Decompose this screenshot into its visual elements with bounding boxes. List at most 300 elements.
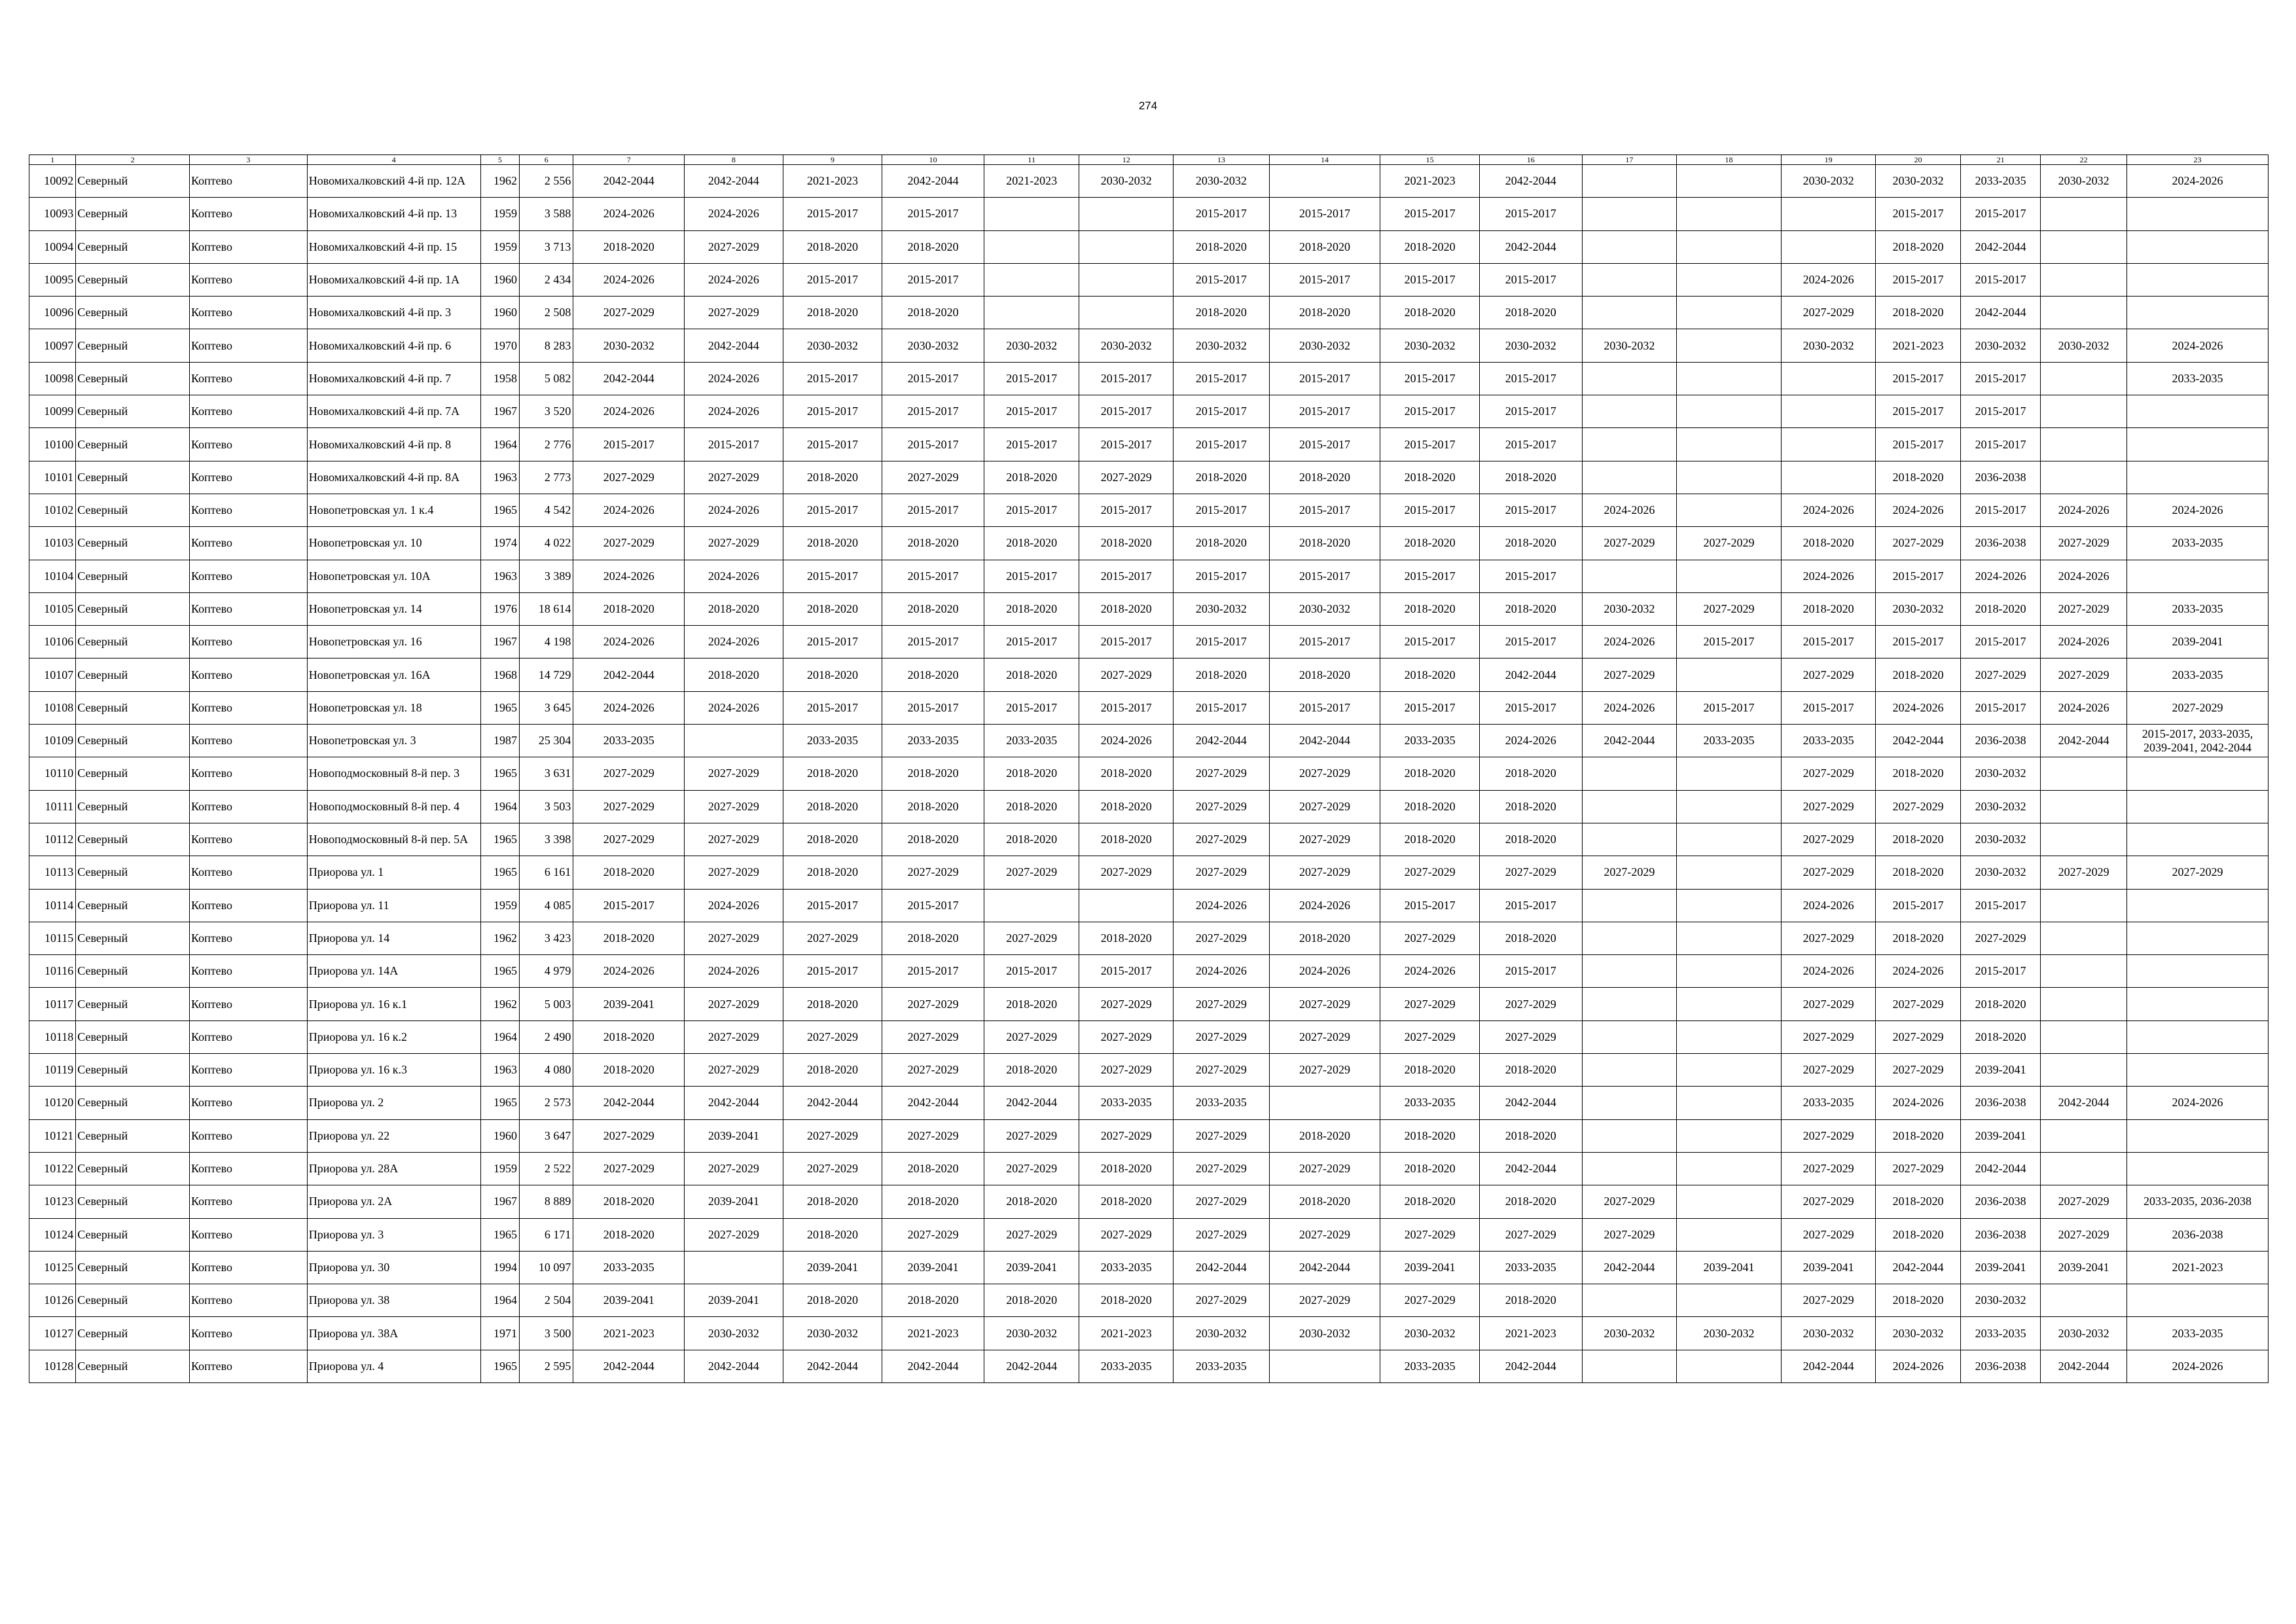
table-cell-col-15: 2018-2020	[1380, 230, 1480, 263]
table-cell-col-21: 2030-2032	[1960, 856, 2041, 889]
table-cell-col-11: 2042-2044	[984, 1350, 1079, 1382]
table-cell-col-17	[1582, 1054, 1677, 1087]
table-cell-col-23: 2021-2023	[2126, 1251, 2268, 1284]
table-cell-col-15: 2018-2020	[1380, 659, 1480, 691]
table-cell-col-14: 2027-2029	[1269, 1020, 1380, 1053]
table-cell-col-4: Новопетровская ул. 1 к.4	[307, 494, 480, 526]
table-cell-col-23	[2126, 757, 2268, 790]
table-cell-col-5: 1963	[480, 1054, 519, 1087]
table-cell-col-20: 2015-2017	[1876, 889, 1961, 922]
table-cell-col-10: 2027-2029	[882, 1218, 984, 1251]
table-cell-col-10: 2018-2020	[882, 1152, 984, 1185]
table-cell-col-10: 2015-2017	[882, 691, 984, 724]
column-number-6: 6	[520, 155, 573, 165]
table-cell-col-8: 2027-2029	[685, 823, 783, 856]
table-cell-col-13: 2024-2026	[1174, 955, 1270, 988]
table-cell-col-1: 10092	[29, 165, 76, 198]
table-cell-col-10: 2027-2029	[882, 1054, 984, 1087]
table-cell-col-10: 2042-2044	[882, 165, 984, 198]
table-row	[29, 428, 2269, 461]
table-cell-col-9: 2018-2020	[783, 659, 882, 691]
table-cell-col-21: 2024-2026	[1960, 560, 2041, 592]
table-cell-col-14: 2015-2017	[1269, 691, 1380, 724]
table-cell-col-6: 6 171	[520, 1218, 573, 1251]
table-cell-col-10: 2015-2017	[882, 889, 984, 922]
table-cell-col-19	[1781, 428, 1876, 461]
table-cell-col-18	[1677, 889, 1782, 922]
table-cell-col-5: 1960	[480, 1119, 519, 1152]
table-cell-col-11: 2030-2032	[984, 329, 1079, 362]
table-cell-col-12: 2018-2020	[1079, 922, 1174, 954]
table-cell-col-17: 2024-2026	[1582, 626, 1677, 659]
table-cell-col-22	[2041, 395, 2127, 428]
table-cell-col-16: 2018-2020	[1479, 757, 1582, 790]
table-cell-col-7: 2024-2026	[573, 395, 685, 428]
table-cell-col-5: 1971	[480, 1317, 519, 1350]
table-cell-col-1: 10109	[29, 725, 76, 757]
table-cell-col-9: 2018-2020	[783, 988, 882, 1020]
table-cell-col-20: 2030-2032	[1876, 592, 1961, 625]
table-cell-col-21: 2036-2038	[1960, 461, 2041, 494]
table-cell-col-11: 2027-2029	[984, 856, 1079, 889]
table-cell-col-18	[1677, 922, 1782, 954]
table-cell-col-23	[2126, 297, 2268, 329]
table-cell-col-20: 2018-2020	[1876, 823, 1961, 856]
table-cell-col-9: 2018-2020	[783, 297, 882, 329]
table-cell-col-19	[1781, 230, 1876, 263]
table-cell-col-11: 2015-2017	[984, 626, 1079, 659]
table-cell-col-21: 2015-2017	[1960, 428, 2041, 461]
table-cell-col-9: 2015-2017	[783, 626, 882, 659]
table-cell-col-15: 2030-2032	[1380, 329, 1480, 362]
table-row	[29, 1251, 2269, 1284]
table-cell-col-20: 2018-2020	[1876, 461, 1961, 494]
table-cell-col-17	[1582, 1284, 1677, 1317]
table-cell-col-13: 2015-2017	[1174, 428, 1270, 461]
table-cell-col-22	[2041, 230, 2127, 263]
table-cell-col-2: Северный	[76, 955, 190, 988]
table-cell-col-3: Коптево	[189, 592, 307, 625]
table-cell-col-9: 2018-2020	[783, 230, 882, 263]
table-cell-col-12	[1079, 198, 1174, 230]
table-cell-col-2: Северный	[76, 1251, 190, 1284]
table-cell-col-17: 2024-2026	[1582, 691, 1677, 724]
table-cell-col-11: 2027-2029	[984, 1218, 1079, 1251]
table-cell-col-23	[2126, 1054, 2268, 1087]
table-cell-col-19: 2030-2032	[1781, 165, 1876, 198]
table-cell-col-5: 1963	[480, 461, 519, 494]
table-cell-col-19: 2027-2029	[1781, 823, 1876, 856]
table-cell-col-20: 2018-2020	[1876, 757, 1961, 790]
table-cell-col-7: 2024-2026	[573, 263, 685, 296]
table-cell-col-18	[1677, 165, 1782, 198]
table-cell-col-5: 1976	[480, 592, 519, 625]
table-cell-col-9: 2015-2017	[783, 362, 882, 395]
table-cell-col-12: 2018-2020	[1079, 1152, 1174, 1185]
table-cell-col-1: 10113	[29, 856, 76, 889]
table-cell-col-7: 2015-2017	[573, 428, 685, 461]
table-cell-col-1: 10097	[29, 329, 76, 362]
table-cell-col-2: Северный	[76, 560, 190, 592]
table-cell-col-9: 2042-2044	[783, 1350, 882, 1382]
table-cell-col-6: 2 508	[520, 297, 573, 329]
table-cell-col-7: 2027-2029	[573, 790, 685, 823]
table-cell-col-16: 2042-2044	[1479, 165, 1582, 198]
table-cell-col-21: 2042-2044	[1960, 297, 2041, 329]
table-cell-col-16: 2015-2017	[1479, 691, 1582, 724]
table-cell-col-11	[984, 263, 1079, 296]
table-cell-col-12: 2015-2017	[1079, 691, 1174, 724]
table-cell-col-17	[1582, 988, 1677, 1020]
table-cell-col-21: 2039-2041	[1960, 1251, 2041, 1284]
table-cell-col-6: 14 729	[520, 659, 573, 691]
table-cell-col-14: 2027-2029	[1269, 823, 1380, 856]
table-cell-col-9: 2018-2020	[783, 1284, 882, 1317]
table-row	[29, 988, 2269, 1020]
table-cell-col-11: 2018-2020	[984, 1054, 1079, 1087]
table-cell-col-4: Приорова ул. 30	[307, 1251, 480, 1284]
table-cell-col-17: 2024-2026	[1582, 494, 1677, 526]
table-cell-col-10: 2018-2020	[882, 297, 984, 329]
table-cell-col-15: 2033-2035	[1380, 1350, 1480, 1382]
table-cell-col-17	[1582, 198, 1677, 230]
table-cell-col-5: 1959	[480, 230, 519, 263]
column-number-3: 3	[189, 155, 307, 165]
table-cell-col-19: 2024-2026	[1781, 263, 1876, 296]
table-cell-col-7: 2030-2032	[573, 329, 685, 362]
table-cell-col-1: 10094	[29, 230, 76, 263]
table-cell-col-19: 2027-2029	[1781, 922, 1876, 954]
table-cell-col-7: 2021-2023	[573, 1317, 685, 1350]
table-cell-col-5: 1963	[480, 560, 519, 592]
table-cell-col-19: 2033-2035	[1781, 725, 1876, 757]
table-cell-col-22	[2041, 428, 2127, 461]
table-cell-col-2: Северный	[76, 823, 190, 856]
table-cell-col-20: 2030-2032	[1876, 1317, 1961, 1350]
table-cell-col-17: 2027-2029	[1582, 527, 1677, 560]
table-cell-col-4: Приорова ул. 16 к.1	[307, 988, 480, 1020]
table-cell-col-4: Новомихалковский 4-й пр. 8А	[307, 461, 480, 494]
table-row	[29, 1317, 2269, 1350]
table-cell-col-22	[2041, 1020, 2127, 1053]
table-cell-col-6: 2 504	[520, 1284, 573, 1317]
table-cell-col-11: 2033-2035	[984, 725, 1079, 757]
table-cell-col-18	[1677, 395, 1782, 428]
table-cell-col-20: 2024-2026	[1876, 1087, 1961, 1119]
table-cell-col-23: 2033-2035	[2126, 592, 2268, 625]
table-cell-col-9: 2018-2020	[783, 461, 882, 494]
table-cell-col-9: 2027-2029	[783, 1152, 882, 1185]
table-cell-col-11: 2018-2020	[984, 1284, 1079, 1317]
table-cell-col-8: 2027-2029	[685, 1152, 783, 1185]
table-cell-col-18	[1677, 1020, 1782, 1053]
table-row	[29, 198, 2269, 230]
table-cell-col-3: Коптево	[189, 757, 307, 790]
table-cell-col-19	[1781, 198, 1876, 230]
table-cell-col-12: 2030-2032	[1079, 165, 1174, 198]
table-cell-col-20: 2027-2029	[1876, 1152, 1961, 1185]
table-cell-col-13: 2027-2029	[1174, 790, 1270, 823]
table-cell-col-15: 2018-2020	[1380, 823, 1480, 856]
table-cell-col-17	[1582, 165, 1677, 198]
table-cell-col-2: Северный	[76, 230, 190, 263]
table-cell-col-22	[2041, 988, 2127, 1020]
table-cell-col-11: 2015-2017	[984, 395, 1079, 428]
table-cell-col-22: 2027-2029	[2041, 659, 2127, 691]
table-cell-col-13: 2027-2029	[1174, 1119, 1270, 1152]
table-cell-col-13: 2042-2044	[1174, 1251, 1270, 1284]
table-cell-col-14: 2018-2020	[1269, 922, 1380, 954]
table-cell-col-20: 2015-2017	[1876, 263, 1961, 296]
table-cell-col-15: 2015-2017	[1380, 691, 1480, 724]
table-cell-col-2: Северный	[76, 297, 190, 329]
table-cell-col-8: 2030-2032	[685, 1317, 783, 1350]
table-cell-col-13: 2027-2029	[1174, 922, 1270, 954]
table-row	[29, 889, 2269, 922]
table-cell-col-4: Новопетровская ул. 14	[307, 592, 480, 625]
table-cell-col-4: Новомихалковский 4-й пр. 7	[307, 362, 480, 395]
table-cell-col-13: 2027-2029	[1174, 1284, 1270, 1317]
table-cell-col-3: Коптево	[189, 1317, 307, 1350]
table-cell-col-20: 2015-2017	[1876, 198, 1961, 230]
table-cell-col-23: 2033-2035	[2126, 1317, 2268, 1350]
table-row	[29, 823, 2269, 856]
table-cell-col-7: 2033-2035	[573, 725, 685, 757]
table-cell-col-3: Коптево	[189, 955, 307, 988]
table-cell-col-3: Коптево	[189, 428, 307, 461]
table-cell-col-22: 2030-2032	[2041, 1317, 2127, 1350]
table-cell-col-2: Северный	[76, 263, 190, 296]
table-cell-col-18	[1677, 297, 1782, 329]
table-cell-col-18: 2015-2017	[1677, 691, 1782, 724]
table-cell-col-17	[1582, 263, 1677, 296]
table-cell-col-12: 2027-2029	[1079, 988, 1174, 1020]
table-cell-col-14: 2015-2017	[1269, 560, 1380, 592]
table-cell-col-12: 2027-2029	[1079, 1218, 1174, 1251]
table-cell-col-9: 2018-2020	[783, 592, 882, 625]
table-cell-col-23	[2126, 461, 2268, 494]
table-cell-col-23	[2126, 560, 2268, 592]
table-cell-col-5: 1964	[480, 1284, 519, 1317]
table-cell-col-15: 2018-2020	[1380, 1185, 1480, 1218]
table-cell-col-18	[1677, 362, 1782, 395]
column-number-2: 2	[76, 155, 190, 165]
table-cell-col-13: 2015-2017	[1174, 362, 1270, 395]
table-cell-col-1: 10107	[29, 659, 76, 691]
table-cell-col-5: 1965	[480, 856, 519, 889]
table-cell-col-16: 2027-2029	[1479, 1218, 1582, 1251]
table-cell-col-4: Новомихалковский 4-й пр. 13	[307, 198, 480, 230]
table-cell-col-20: 2024-2026	[1876, 494, 1961, 526]
table-cell-col-14: 2042-2044	[1269, 725, 1380, 757]
table-cell-col-3: Коптево	[189, 329, 307, 362]
table-cell-col-18	[1677, 428, 1782, 461]
table-cell-col-7: 2027-2029	[573, 527, 685, 560]
table-cell-col-11: 2030-2032	[984, 1317, 1079, 1350]
table-cell-col-19: 2027-2029	[1781, 1185, 1876, 1218]
table-cell-col-14: 2042-2044	[1269, 1251, 1380, 1284]
table-row	[29, 165, 2269, 198]
table-cell-col-17: 2030-2032	[1582, 1317, 1677, 1350]
table-cell-col-21: 2018-2020	[1960, 1020, 2041, 1053]
table-cell-col-18	[1677, 1152, 1782, 1185]
table-cell-col-3: Коптево	[189, 1020, 307, 1053]
table-cell-col-22: 2024-2026	[2041, 691, 2127, 724]
table-cell-col-6: 2 573	[520, 1087, 573, 1119]
table-cell-col-4: Приорова ул. 38А	[307, 1317, 480, 1350]
table-cell-col-1: 10104	[29, 560, 76, 592]
table-cell-col-15: 2027-2029	[1380, 922, 1480, 954]
table-cell-col-16: 2042-2044	[1479, 1087, 1582, 1119]
table-cell-col-13: 2015-2017	[1174, 560, 1270, 592]
table-cell-col-4: Приорова ул. 4	[307, 1350, 480, 1382]
table-cell-col-19: 2027-2029	[1781, 856, 1876, 889]
table-cell-col-18	[1677, 1054, 1782, 1087]
table-cell-col-18	[1677, 1119, 1782, 1152]
table-cell-col-5: 1967	[480, 626, 519, 659]
table-cell-col-2: Северный	[76, 1284, 190, 1317]
table-cell-col-2: Северный	[76, 1054, 190, 1087]
table-row	[29, 659, 2269, 691]
table-cell-col-16: 2042-2044	[1479, 230, 1582, 263]
table-cell-col-2: Северный	[76, 1152, 190, 1185]
table-cell-col-6: 8 283	[520, 329, 573, 362]
table-cell-col-19: 2024-2026	[1781, 494, 1876, 526]
table-cell-col-7: 2027-2029	[573, 823, 685, 856]
table-cell-col-13: 2018-2020	[1174, 659, 1270, 691]
table-cell-col-18	[1677, 494, 1782, 526]
table-cell-col-7: 2015-2017	[573, 889, 685, 922]
table-cell-col-8: 2024-2026	[685, 560, 783, 592]
table-cell-col-12: 2015-2017	[1079, 395, 1174, 428]
table-cell-col-4: Приорова ул. 2А	[307, 1185, 480, 1218]
table-cell-col-23: 2033-2035	[2126, 527, 2268, 560]
table-cell-col-21: 2027-2029	[1960, 922, 2041, 954]
table-cell-col-20: 2015-2017	[1876, 626, 1961, 659]
table-cell-col-4: Новомихалковский 4-й пр. 3	[307, 297, 480, 329]
table-cell-col-19: 2027-2029	[1781, 1119, 1876, 1152]
table-cell-col-4: Приорова ул. 14	[307, 922, 480, 954]
table-cell-col-4: Новопетровская ул. 16	[307, 626, 480, 659]
table-cell-col-19: 2015-2017	[1781, 691, 1876, 724]
table-cell-col-11	[984, 198, 1079, 230]
table-cell-col-16: 2018-2020	[1479, 461, 1582, 494]
table-cell-col-15: 2024-2026	[1380, 955, 1480, 988]
table-cell-col-2: Северный	[76, 790, 190, 823]
table-cell-col-18: 2033-2035	[1677, 725, 1782, 757]
table-cell-col-7: 2042-2044	[573, 659, 685, 691]
table-cell-col-7: 2039-2041	[573, 1284, 685, 1317]
table-cell-col-4: Приорова ул. 16 к.3	[307, 1054, 480, 1087]
table-cell-col-1: 10118	[29, 1020, 76, 1053]
table-cell-col-4: Приорова ул. 11	[307, 889, 480, 922]
table-cell-col-15: 2027-2029	[1380, 1020, 1480, 1053]
table-cell-col-10: 2042-2044	[882, 1087, 984, 1119]
column-number-5: 5	[480, 155, 519, 165]
table-cell-col-2: Северный	[76, 592, 190, 625]
table-cell-col-20: 2024-2026	[1876, 1350, 1961, 1382]
table-cell-col-12: 2033-2035	[1079, 1251, 1174, 1284]
table-cell-col-17	[1582, 1119, 1677, 1152]
table-cell-col-16: 2015-2017	[1479, 626, 1582, 659]
table-cell-col-23: 2036-2038	[2126, 1218, 2268, 1251]
table-cell-col-23	[2126, 1020, 2268, 1053]
table-cell-col-2: Северный	[76, 395, 190, 428]
table-cell-col-2: Северный	[76, 1087, 190, 1119]
table-cell-col-18	[1677, 198, 1782, 230]
table-cell-col-3: Коптево	[189, 395, 307, 428]
table-row	[29, 560, 2269, 592]
table-cell-col-22	[2041, 1054, 2127, 1087]
table-cell-col-8: 2027-2029	[685, 922, 783, 954]
table-cell-col-5: 1962	[480, 922, 519, 954]
table-cell-col-10: 2015-2017	[882, 362, 984, 395]
table-cell-col-11: 2018-2020	[984, 659, 1079, 691]
table-cell-col-7: 2018-2020	[573, 1054, 685, 1087]
table-cell-col-14: 2030-2032	[1269, 592, 1380, 625]
table-cell-col-22: 2027-2029	[2041, 1185, 2127, 1218]
table-cell-col-6: 4 022	[520, 527, 573, 560]
column-number-4: 4	[307, 155, 480, 165]
table-cell-col-12: 2030-2032	[1079, 329, 1174, 362]
table-cell-col-12: 2027-2029	[1079, 856, 1174, 889]
table-cell-col-16: 2042-2044	[1479, 1350, 1582, 1382]
table-cell-col-10: 2015-2017	[882, 494, 984, 526]
table-cell-col-8: 2042-2044	[685, 329, 783, 362]
table-cell-col-1: 10116	[29, 955, 76, 988]
table-cell-col-3: Коптево	[189, 626, 307, 659]
table-cell-col-14: 2015-2017	[1269, 494, 1380, 526]
table-cell-col-4: Приорова ул. 2	[307, 1087, 480, 1119]
table-cell-col-11: 2018-2020	[984, 592, 1079, 625]
table-cell-col-6: 3 645	[520, 691, 573, 724]
table-cell-col-1: 10112	[29, 823, 76, 856]
table-cell-col-3: Коптево	[189, 889, 307, 922]
table-cell-col-14: 2018-2020	[1269, 461, 1380, 494]
table-cell-col-8: 2039-2041	[685, 1119, 783, 1152]
table-cell-col-8	[685, 725, 783, 757]
table-cell-col-15: 2033-2035	[1380, 725, 1480, 757]
table-cell-col-3: Коптево	[189, 1054, 307, 1087]
table-cell-col-2: Северный	[76, 1350, 190, 1382]
table-cell-col-3: Коптево	[189, 230, 307, 263]
table-cell-col-5: 1958	[480, 362, 519, 395]
table-cell-col-6: 3 520	[520, 395, 573, 428]
table-cell-col-15: 2027-2029	[1380, 856, 1480, 889]
table-cell-col-16: 2018-2020	[1479, 790, 1582, 823]
table-cell-col-5: 1967	[480, 395, 519, 428]
table-cell-col-17	[1582, 428, 1677, 461]
table-cell-col-15: 2018-2020	[1380, 297, 1480, 329]
table-cell-col-11: 2015-2017	[984, 560, 1079, 592]
table-row	[29, 1020, 2269, 1053]
table-cell-col-15: 2015-2017	[1380, 560, 1480, 592]
table-cell-col-23: 2033-2035, 2036-2038	[2126, 1185, 2268, 1218]
table-row	[29, 395, 2269, 428]
table-cell-col-18: 2027-2029	[1677, 592, 1782, 625]
table-body	[29, 165, 2269, 1383]
table-cell-col-1: 10127	[29, 1317, 76, 1350]
table-cell-col-7: 2024-2026	[573, 955, 685, 988]
table-cell-col-19: 2030-2032	[1781, 1317, 1876, 1350]
table-cell-col-2: Северный	[76, 1185, 190, 1218]
table-cell-col-12: 2027-2029	[1079, 1020, 1174, 1053]
table-cell-col-10: 2027-2029	[882, 1020, 984, 1053]
table-cell-col-12: 2033-2035	[1079, 1087, 1174, 1119]
table-cell-col-6: 3 503	[520, 790, 573, 823]
table-row	[29, 1119, 2269, 1152]
table-cell-col-2: Северный	[76, 527, 190, 560]
